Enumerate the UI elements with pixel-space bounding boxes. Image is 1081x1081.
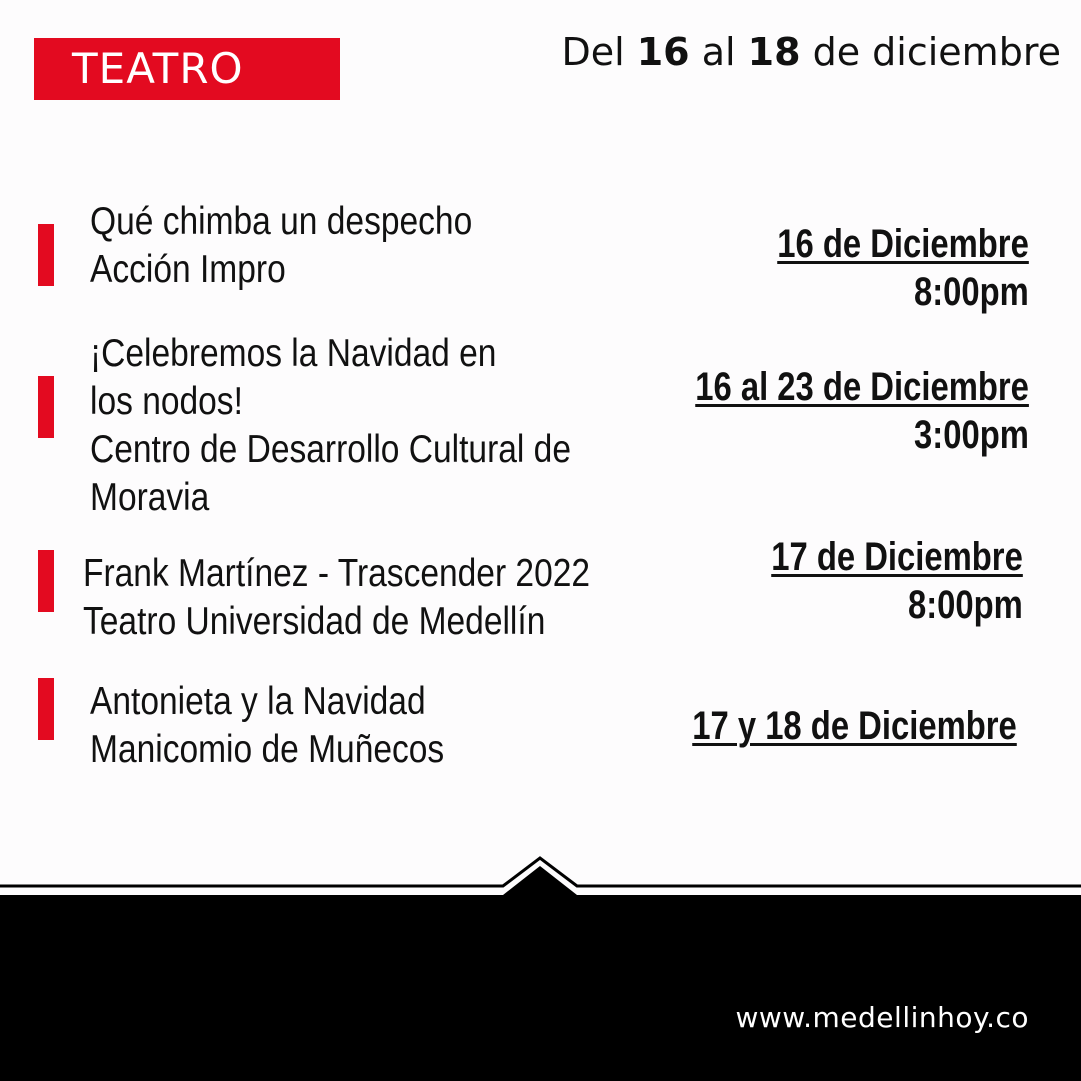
event-venue-line: Acción Impro xyxy=(90,248,286,291)
footer-band xyxy=(0,895,1081,1081)
event-title-line: los nodos! xyxy=(90,380,243,423)
event-venue-line: Centro de Desarrollo Cultural de xyxy=(90,428,571,471)
event-title-line: Qué chimba un despecho xyxy=(90,200,473,243)
category-label: TEATRO xyxy=(72,44,244,93)
date-range-end: 18 xyxy=(747,30,801,74)
event-date: 17 y 18 de Diciembre xyxy=(692,704,1017,748)
event-title-line: Frank Martínez - Trascender 2022 xyxy=(83,552,591,595)
event-date: 16 al 23 de Diciembre xyxy=(695,365,1029,409)
date-range-prefix: Del xyxy=(561,30,637,74)
event-time: 3:00pm xyxy=(914,413,1029,457)
event-date: 17 de Diciembre xyxy=(771,535,1023,579)
date-range-suffix: de diciembre xyxy=(800,30,1061,74)
website-url[interactable]: www.medellinhoy.co xyxy=(735,1001,1029,1034)
event-venue-line: Teatro Universidad de Medellín xyxy=(83,600,546,643)
date-range-start: 16 xyxy=(636,30,690,74)
event-venue-line: Manicomio de Muñecos xyxy=(90,728,445,771)
date-range-mid: al xyxy=(689,30,748,74)
event-date: 16 de Diciembre xyxy=(777,222,1029,266)
event-venue-line: Moravia xyxy=(90,476,210,519)
event-time: 8:00pm xyxy=(908,583,1023,627)
event-time: 8:00pm xyxy=(914,270,1029,314)
event-title-line: Antonieta y la Navidad xyxy=(90,680,426,723)
event-title-line: ¡Celebremos la Navidad en xyxy=(90,332,497,375)
